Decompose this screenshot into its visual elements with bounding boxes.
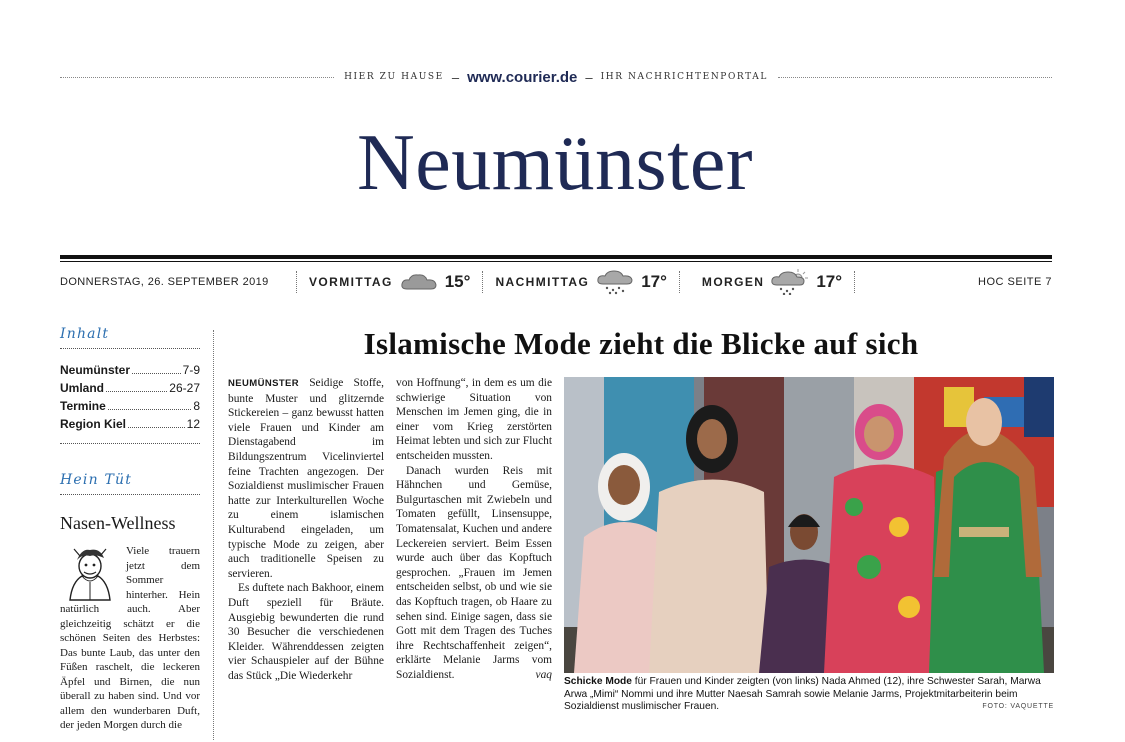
toc-item-name: Region Kiel (60, 417, 127, 431)
masthead-right-text: IHR NACHRICHTENPORTAL (600, 72, 768, 82)
sun-cloud-rain-icon (770, 269, 810, 295)
article-dateline: NEUMÜNSTER (228, 378, 300, 389)
toc-item[interactable] (60, 417, 200, 435)
issue-date: DONNERSTAG, 26. SEPTEMBER 2019 (60, 276, 269, 288)
cloud-rain-icon (595, 269, 635, 295)
column-body (60, 544, 200, 733)
toc-item-name: Umland (60, 381, 105, 395)
page-reference: HOC SEITE 7 (978, 276, 1052, 288)
toc-item-name: Termine (60, 399, 106, 413)
caption-lead: Schicke Mode (564, 676, 632, 687)
weather-temp: 15° (444, 272, 471, 291)
masthead-bar (60, 66, 1052, 88)
masthead-tagline: HIER ZU HAUSE – www.courier.de – IHR NACHRICHTENPORTAL (344, 68, 768, 86)
weather-temp: 17° (641, 272, 667, 291)
masthead-url[interactable]: www.courier.de (467, 68, 578, 86)
photo-credit: FOTO: VAQUETTE (982, 703, 1054, 710)
masthead-dotted-rule-right (778, 77, 1052, 78)
article-headline: Islamische Mode zieht die Blicke auf sich (363, 326, 919, 361)
toc-item[interactable] (60, 381, 200, 399)
article-paragraph: Es duftete nach Bakhoor, einem Duft speziell für Bräute. Ausgiebig bewunderten die rund 30 Besucher die verschiedenen Kleider. Währenddessen zeigten vier Schauspieler auf der Bühne das Stück „Die Wiederkehr (228, 582, 384, 682)
caption-text: für Frauen und Kinder zeigten (von links) Nada Ahmed (12), ihre Schwester Sarah, Marwa Arwa „Mimi“ Nommi und ihre Mutter Naesah Samrah sowie Melanie Jarms, Projektmitarbeiterin beim Sozialdienst muslimischer Frauen. (564, 676, 1041, 712)
toc-item[interactable] (60, 363, 200, 381)
article-photo[interactable] (564, 377, 1054, 673)
toc-item[interactable] (60, 399, 200, 417)
header-rule-thin (60, 261, 1052, 262)
weather-label: VORMITTAG (309, 275, 393, 289)
article-column-2 (396, 376, 552, 682)
cloud-icon (399, 269, 439, 295)
column-heading: Hein Tüt (60, 472, 133, 488)
toc-item-page: 12 (186, 417, 200, 431)
weather-morgen (688, 269, 846, 295)
weather-label: NACHMITTAG (495, 275, 590, 289)
toc-item-name: Neumünster (60, 363, 131, 377)
article-paragraph: Seidige Stoffe, bunte Muster und glitzernde Stickereien – ganz bewusst hatten viele Frauen und Kinder am Dienstagabend im Bildungszentrum Vicelinviertel feine Trachten angezogen. Der Sozialdienst muslimischer Frauen hatte zur Interkulturellen Woche zu einem islamischen Kulturabend eingeladen, um typische Mode zu zeigen, aber auch traditionelle Speisen zu servieren. (228, 377, 384, 580)
column-title: Nasen-Wellness (60, 513, 176, 533)
weather-temp: 17° (816, 272, 843, 291)
table-of-contents (60, 363, 200, 435)
article-column-1 (228, 376, 384, 683)
header-rule-thick (60, 255, 1052, 259)
weather-nachmittag (491, 269, 670, 295)
article-paragraph: von Hoffnung“, in dem es um die schwierige Situation von Menschen im Jemen ging, die in einer vom Krieg zerstörten Heimat lebten und sich zur Flucht entscheiden mussten. (396, 377, 552, 462)
article-paragraph: Danach wurden Reis mit Hähnchen und Gemüse, Bulgurtaschen mit Zwiebeln und Tomaten gefüllt, Linsensuppe, Tomatensalat, Kuchen und andere Leckereien serviert. Beim Essen wurde auch über das Kopftuch gesprochen. „Frauen im Jemen entscheiden selbst, ob und wie sie das Kopftuch tragen, ob Haare zu sehen sind. Einige sagen, dass sie Gott mit dem Tragen des Tuches ihre Rechtschaffenheit zeigen“, erklärte Melanie Jarms vom Sozialdienst. (396, 464, 552, 681)
sidebar (60, 326, 200, 733)
column-text: Viele trauern jetzt dem Sommer hinterher. Hein natürlich auch. Aber gleichzeitig schätzt er die schönen Seiten des Herbstes: Das bunte Laub, das unter den Füßen raschelt, die leckeren Äpfel und Birnen, die nun überall zu haben sind. Und vor allem den wunderbaren Duft, der jeden Morgen durch die (60, 545, 200, 731)
group-photo-illustration (564, 377, 1054, 673)
article-author: vaq (535, 668, 552, 681)
toc-heading: Inhalt (60, 326, 110, 342)
weather-label: MORGEN (701, 275, 765, 289)
masthead-left-text: HIER ZU HAUSE (344, 72, 444, 82)
column-separator (213, 330, 214, 740)
toc-item-page: 7-9 (182, 363, 200, 377)
toc-item-page: 26-27 (169, 381, 200, 395)
masthead-dotted-rule-left (60, 77, 334, 78)
info-bar (60, 268, 1052, 296)
toc-item-page: 8 (193, 399, 200, 413)
section-title: Neumünster (356, 119, 753, 207)
weather-vormittag (305, 269, 474, 295)
hein-tuet-illustration (60, 546, 120, 602)
